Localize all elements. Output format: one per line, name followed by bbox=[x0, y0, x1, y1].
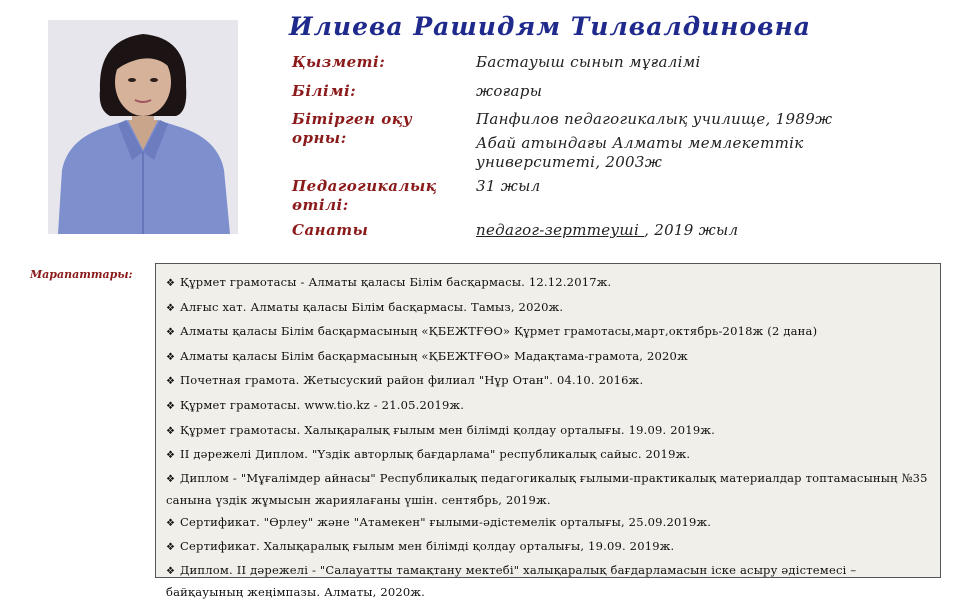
award-text: Алматы қаласы Білім басқармасының «ҚБЕЖТҒӨО» Құрмет грамотасы,март,октябрь-2018ж (2 дана) bbox=[180, 324, 818, 339]
value-position: Бастауыш сынып мұғалімі bbox=[476, 53, 701, 71]
label-position: Қызметі: bbox=[292, 53, 386, 71]
award-item bbox=[166, 296, 932, 321]
award-item bbox=[166, 271, 932, 296]
profile-photo bbox=[48, 20, 238, 234]
value-category bbox=[476, 221, 886, 240]
award-text: II дәрежелі Диплом. "Үздік авторлық бағдарлама" республикалық сайыс. 2019ж. bbox=[180, 447, 691, 462]
value-graduated-college: Панфилов педагогикалық училище, 1989ж bbox=[476, 110, 833, 128]
award-text: Диплом - "Мұғалімдер айнасы" Республикалық педагогикалық ғылыми-практикалық материалдар топтамасының №35 санына үздік жұмысын жариялағаны үшін. сентябрь, 2019ж. bbox=[166, 470, 928, 507]
award-text: Алғыс хат. Алматы қаласы Білім басқармасы. Тамыз, 2020ж. bbox=[180, 299, 564, 314]
bullet-icon: ❖ bbox=[166, 473, 176, 485]
bullet-icon: ❖ bbox=[166, 450, 176, 462]
person-name: Илиева Рашидям Тилвалдиновна bbox=[289, 12, 811, 41]
bullet-icon: ❖ bbox=[166, 376, 176, 388]
award-item bbox=[166, 443, 932, 468]
award-text: Почетная грамота. Жетысуский район филиал "Нұр Отан". 04.10. 2016ж. bbox=[180, 373, 644, 388]
bullet-icon: ❖ bbox=[166, 351, 176, 363]
award-text: Құрмет грамотасы. Халықаралық ғылым мен білімді қолдау орталығы. 19.09. 2019ж. bbox=[180, 422, 715, 437]
label-category: Санаты bbox=[292, 221, 369, 239]
award-item bbox=[166, 369, 932, 394]
category-value-underlined: педагог-зерттеуші bbox=[476, 221, 645, 239]
award-text: Сертификат. Халықаралық ғылым мен білімді қолдау орталығы, 19.09. 2019ж. bbox=[180, 539, 675, 554]
award-item bbox=[166, 419, 932, 444]
bullet-icon: ❖ bbox=[166, 278, 176, 289]
bullet-icon: ❖ bbox=[166, 517, 176, 529]
label-graduated: Бітірген оқу орны: bbox=[292, 110, 413, 147]
award-text: Құрмет грамотасы - Алматы қаласы Білім басқармасы. 12.12.2017ж. bbox=[180, 275, 612, 289]
bullet-icon: ❖ bbox=[166, 565, 176, 577]
awards-label: Марапаттары: bbox=[30, 268, 133, 281]
award-item bbox=[166, 511, 932, 536]
label-experience: Педагогикалық өтілі: bbox=[292, 177, 437, 214]
bullet-icon: ❖ bbox=[166, 327, 176, 339]
award-item bbox=[166, 320, 932, 345]
value-graduated-university: Абай атындағы Алматы мемлекеттік университеті, 2003ж bbox=[476, 134, 804, 171]
award-item bbox=[166, 535, 932, 560]
bullet-icon: ❖ bbox=[166, 425, 176, 437]
award-item bbox=[166, 394, 932, 419]
category-value-rest: , 2019 жыл bbox=[644, 221, 739, 239]
award-item bbox=[166, 345, 932, 370]
award-text: Сертификат. "Өрлеу" және "Атамекен" ғылыми-әдістемелік орталығы, 25.09.2019ж. bbox=[180, 514, 712, 529]
award-item bbox=[166, 560, 932, 603]
award-text: Алматы қаласы Білім басқармасының «ҚБЕЖТҒӨО» Мадақтама-грамота, 2020ж bbox=[180, 348, 688, 363]
value-education: жоғары bbox=[476, 82, 543, 100]
bullet-icon: ❖ bbox=[166, 302, 176, 314]
bullet-icon: ❖ bbox=[166, 400, 176, 412]
label-education: Білімі: bbox=[292, 82, 357, 100]
value-experience: 31 жыл bbox=[476, 177, 541, 195]
award-text: Құрмет грамотасы. www.tio.kz - 21.05.2019ж. bbox=[180, 397, 465, 412]
awards-list bbox=[155, 263, 941, 599]
award-text: Диплом. II дәрежелі - "Салауатты тамақтану мектебі" халықаралық бағдарламасын іске асыру әдістемесі – байқауының жеңімпазы. Алматы, 2020ж. bbox=[166, 562, 857, 599]
bullet-icon: ❖ bbox=[166, 542, 176, 554]
award-item bbox=[166, 468, 932, 511]
